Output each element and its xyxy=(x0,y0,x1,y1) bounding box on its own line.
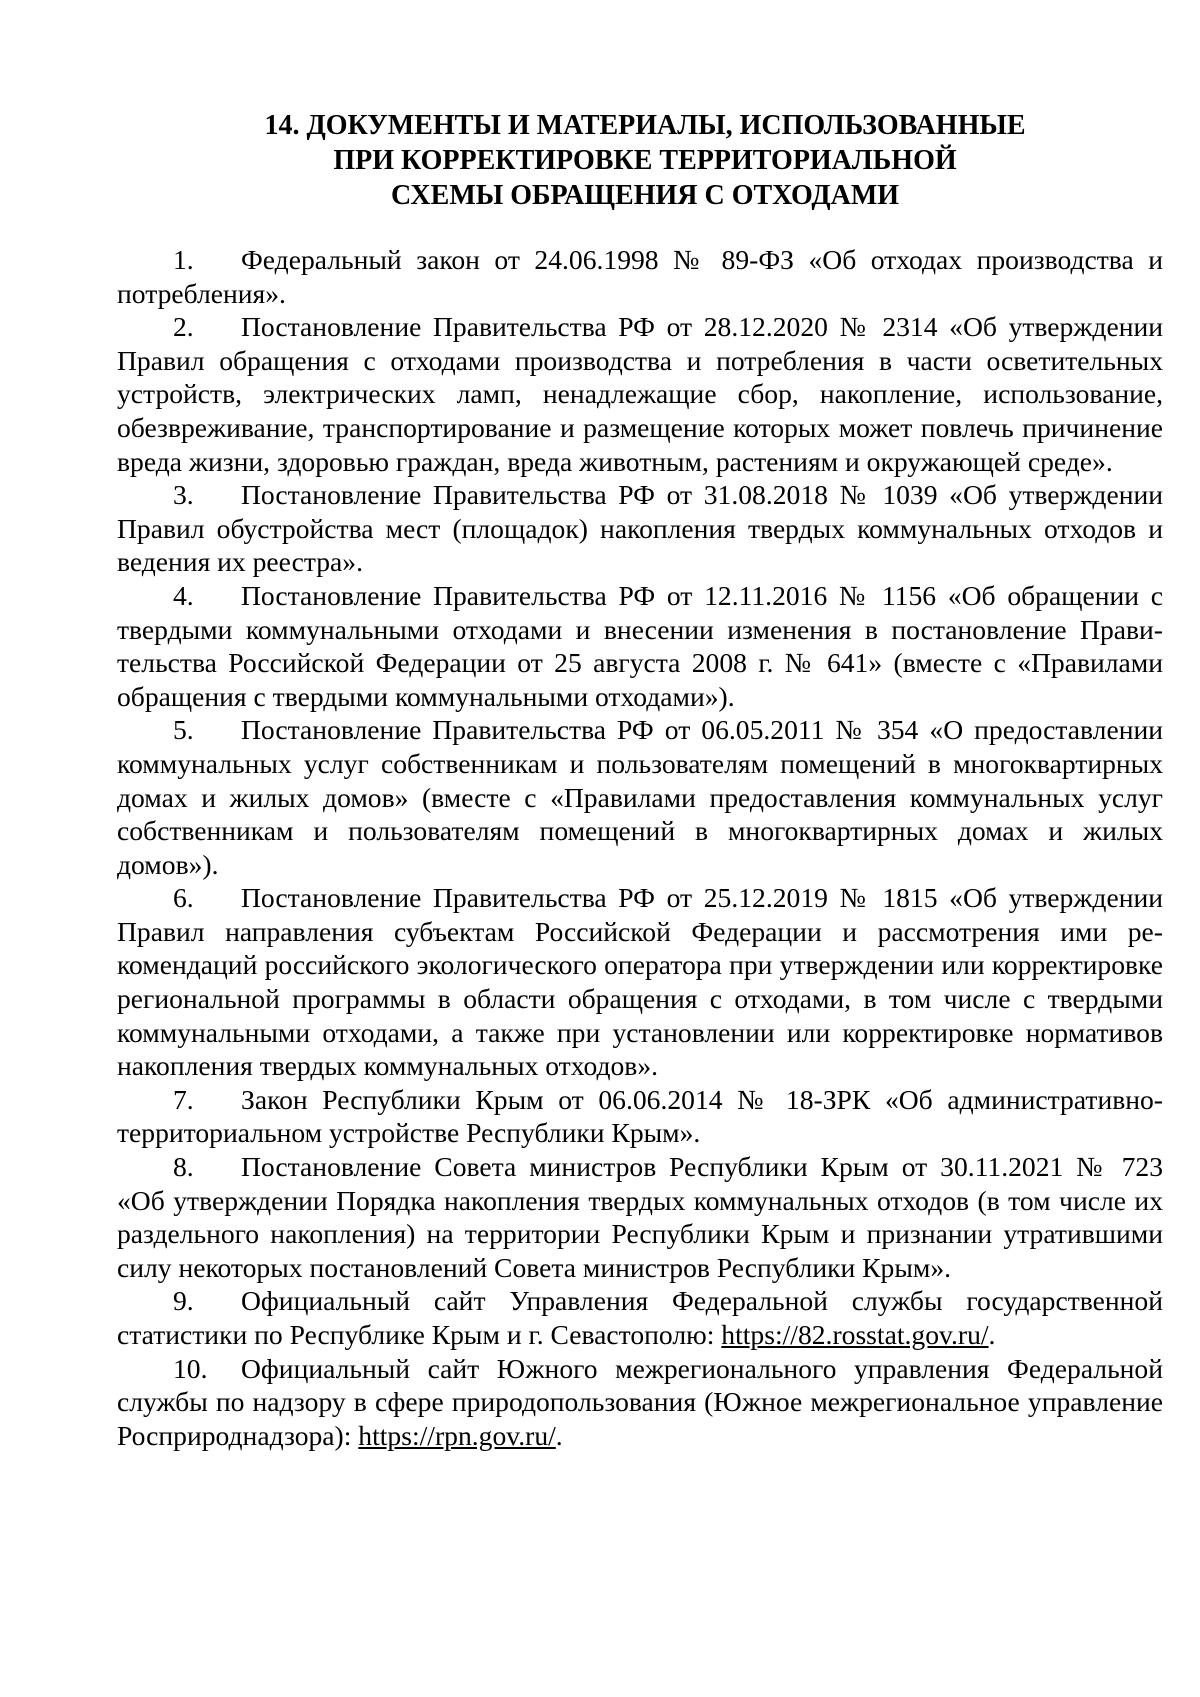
rosstat-link[interactable]: https://82.rosstat.gov.ru/ xyxy=(721,1319,989,1350)
reference-number: 5. xyxy=(173,714,194,746)
section-title xyxy=(117,108,1163,213)
reference-item-1 xyxy=(117,243,1163,310)
reference-item-2 xyxy=(117,310,1163,478)
references-list xyxy=(117,243,1163,1452)
reference-number: 9. xyxy=(173,1285,194,1317)
reference-text: Постановление Правительства РФ от 25.12.2019 № 1815 «Об утверждении Правил направления субъектам Российской Федерации и рассмотрения ими рекомендаций российского экологического оператора при утверждении или корректировке региональной программы в области обращения с отходами, в том числе с твердыми коммунальными отходами, а также при установлении или корректировке нормативов накопления твердых коммунальных отходов». xyxy=(117,882,1163,1082)
reference-text: Закон Республики Крым от 06.06.2014 № 18-ЗРК «Об административно-территориальном устройстве Республики Крым». xyxy=(117,1083,1163,1149)
reference-number: 1. xyxy=(173,244,194,275)
reference-text: Постановление Совета министров Республики Крым от 30.11.2021 № 723 «Об утверждении Порядка накопления твердых коммунальных отходов (в том числе их раздельного накопления) на территории Республики Крым и признании утратившими силу некоторых постановлений Совета министров Республики Крым». xyxy=(117,1151,1163,1283)
reference-number: 10. xyxy=(173,1352,208,1384)
reference-text-end: . xyxy=(988,1319,996,1350)
reference-text: Постановление Правительства РФ от 06.05.2011 № 354 «О предоставлении коммунальных услуг собственникам и пользователям помещений в многоквартирных домах и жилых домов» (вместе с «Правилами предоставления коммунальных услуг собственникам и пользователям помещений в многоквартирных домах и жилых домов»). xyxy=(117,714,1163,880)
reference-number: 2. xyxy=(173,311,194,343)
reference-text: Постановление Правительства РФ от 12.11.2016 № 1156 «Об обращении с твердыми коммунальными отходами и внесении изменения в постановление Правительства Российской Федерации от 25 августа 2008 г. № 641» (вместе с «Правилами обращения с твердыми коммунальными отходами»). xyxy=(117,579,1163,712)
reference-number: 3. xyxy=(173,479,194,511)
reference-text: Официальный сайт Управления Федеральной службы государственной статистики по Республике Крым и г. Севастополю: xyxy=(117,1285,1163,1350)
reference-number: 4. xyxy=(173,579,194,611)
reference-text: Официальный сайт Южного межрегионального управления Федеральной службы по надзору в сфере природопользования (Южное межрегиональное управление Росприроднадзора): xyxy=(117,1352,1163,1451)
reference-number: 6. xyxy=(173,882,194,914)
document-page xyxy=(117,108,1163,1452)
reference-text: Постановление Правительства РФ от 28.12.2020 № 2314 «Об утверждении Правил обращения с отходами производства и потребления в части осветительных устройств, электрических ламп, ненадлежащие сбор, накопление, использование, обезвреживание, транспортирование и размещение которых может повлечь причинение вреда жизни, здоровью граждан, вреда животным, растениям и окружающей среде». xyxy=(117,311,1163,477)
reference-text-end: . xyxy=(555,1419,563,1451)
reference-item-7 xyxy=(117,1083,1163,1150)
reference-text: Постановление Правительства РФ от 31.08.2018 № 1039 «Об утверждении Правил обустройства мест (площадок) накопления твердых коммунальных отходов и ведения их реестра». xyxy=(117,479,1163,578)
reference-item-3 xyxy=(117,478,1163,579)
reference-item-8 xyxy=(117,1150,1163,1284)
reference-item-6 xyxy=(117,881,1163,1083)
reference-number: 8. xyxy=(173,1151,194,1183)
reference-item-10 xyxy=(117,1352,1163,1453)
section-title-line-2: ПРИ КОРРЕКТИРОВКЕ ТЕРРИТОРИАЛЬНОЙ xyxy=(333,145,957,176)
reference-item-4 xyxy=(117,579,1163,713)
reference-item-9 xyxy=(117,1284,1163,1351)
section-title-line-3: СХЕМЫ ОБРАЩЕНИЯ С ОТХОДАМИ xyxy=(390,180,900,211)
reference-number: 7. xyxy=(173,1083,194,1115)
section-title-line-1: 14. ДОКУМЕНТЫ И МАТЕРИАЛЫ, ИСПОЛЬЗОВАННЫЕ xyxy=(264,110,1026,141)
reference-item-5 xyxy=(117,713,1163,881)
reference-text: Федеральный закон от 24.06.1998 № 89-ФЗ «Об отходах производства и потребления». xyxy=(117,244,1163,309)
rpn-link[interactable]: https://rpn.gov.ru/ xyxy=(358,1419,556,1451)
